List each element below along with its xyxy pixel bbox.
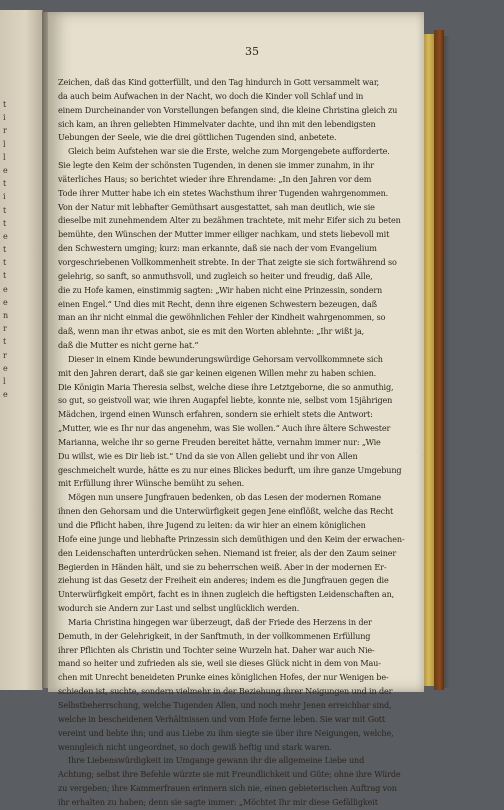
text-line: daß, wenn man ihr etwas anbot, sie es mit den Worten ablehnte: „Ihr wißt ja, [58, 326, 365, 337]
text-line: ihrer Pflichten als Christin und Tochter seine Wurzeln hat. Daher war auch Nie- [58, 644, 375, 655]
text-line: einen Engel.“ Und dies mit Recht, denn ihre eigenen Schwestern bezeugen, daß [58, 298, 377, 309]
text-line: mit Erfüllung ihrer Wünsche bemüht zu sehen. [58, 478, 245, 489]
text-line: chen mit Unrecht beneideten Prunke eines königlichen Hofes, der nur Wenigen be- [58, 672, 389, 683]
text-line: Ihre Liebenswürdigkeit im Umgange gewann ihr die allgemeine Liebe und [68, 755, 365, 766]
text-line: Von der Natur mit lebhafter Gemüthsart ausgestattet, sah man deutlich, wie sie [58, 201, 375, 212]
text-line: so gut, so geistvoll war, wie ihren Augapfel liebte, konnte nie, selbst vom 15jährigen [58, 395, 393, 406]
text-line: Die Königin Maria Theresia selbst, welche diese ihre Letztgeborne, die so anmuthig, [58, 381, 394, 392]
text-line: Du willst, wie es Dir lieb ist.“ Und da sie von Allen geliebt und ihr von Allen [58, 450, 358, 461]
text-line: einem Durcheinander von Vorstellungen befangen sind, die kleine Christina gleich zu [58, 104, 398, 115]
book-cover [434, 30, 444, 690]
page-number: 35 [245, 45, 259, 58]
text-line: Demuth, in der Gelehrigkeit, in der Sanftmuth, in der vollkommenen Erfüllung [58, 630, 371, 641]
left-page-margin-text [3, 98, 15, 401]
left-margin-letter: e [3, 284, 8, 294]
text-line: welche in bescheidenen Verhältnissen und vom Hofe ferne leben. Sie war mit Gott [58, 713, 385, 724]
text-line: väterliches Haus; so berichtet wieder ihre Ehrendame: „In den Jahren vor dem [58, 173, 372, 184]
text-line: vereint und liebte ihn; und aus Liebe zu ihm siegte sie über ihre Neigungen, welche, [58, 727, 394, 738]
text-line: ihr erhalten zu haben; denn sie sagte immer: „Möchtet Ihr mir diese Gefälligkeit [58, 796, 378, 807]
left-margin-letter: i [3, 192, 6, 202]
left-margin-letter: t [3, 258, 7, 268]
text-line: Marianna, welche ihr so gerne Freuden bereitet hätte, vernahm immer nur: „Wie [58, 436, 381, 447]
text-line: mit den Jahren derart, daß sie gar keinen eigenen Willen mehr zu haben schien. [58, 367, 377, 378]
text-line: Gleich beim Aufstehen war sie die Erste, welche zum Morgengebete aufforderte. [68, 146, 390, 157]
left-margin-letter: r [3, 126, 7, 136]
text-line: dieselbe mit zunehmendem Alter zu bezähmen trachtete, mit mehr Eifer sich zu beten [58, 215, 401, 226]
text-line: Maria Christina hingegen war überzeugt, daß der Friede des Herzens in der [68, 616, 372, 627]
text-line: vorgeschriebenen Vollkommenheit strebte. In der That zeigte sie sich fortwährend so [58, 256, 397, 267]
text-line: ihnen den Gehorsam und die Unterwürfigkeit gegen Jene einflößt, welche das Recht [58, 506, 394, 517]
text-line: Mädchen, irgend einen Wunsch erfahren, sondern sie erhielt stets die Antwort: [58, 409, 373, 420]
text-line: Zeichen, daß das Kind gotterfüllt, und den Tag hindurch in Gott versammelt war, [58, 77, 380, 87]
text-line: wodurch sie Andern zur Last und selbst unglücklich werden. [58, 603, 300, 614]
left-margin-letter: e [3, 165, 8, 175]
text-line: und die Pflicht haben, ihre Jugend zu leiten: da wir hier an einem königlichen [58, 520, 366, 530]
text-line: Dieser in einem Kinde bewunderungswürdige Gehorsam vervollkommnete sich [68, 353, 383, 364]
left-margin-letter: t [3, 218, 7, 228]
text-line: mand so heiter und zufrieden als sie, weil sie dieses Glück nicht in dem von Mau- [58, 658, 381, 669]
left-margin-letter: r [3, 350, 7, 360]
left-margin-letter: e [3, 390, 8, 400]
text-line: Achtung; selbst ihre Befehle würzte sie mit Freundlichkeit und Güte; ohne ihre Würde [58, 769, 401, 780]
left-margin-letter: i [3, 113, 6, 123]
left-margin-letter: t [3, 205, 7, 215]
text-line: gelehrig, so sanft, so anmuthsvoll, und zugleich so heiter und freudig, daß Alle, [58, 270, 373, 281]
left-margin-letter: e [3, 231, 8, 241]
text-line: man an ihr nicht einmal die gewöhnlichen Fehler der Kindheit wahrgenommen, so [58, 312, 386, 323]
text-line: geschmeichelt wurde, hätte es zu nur eines Blickes bedurft, um ihre ganze Umgebung [58, 464, 402, 475]
text-line: den Schwestern umging; kurz: man erkannte, daß sie nach der vom Evangelium [58, 243, 377, 254]
text-line: ziehung ist das Gesetz der Freiheit ein anderes; indem es die Jungfrauen gegen die [58, 575, 389, 586]
left-margin-letter: t [3, 179, 7, 189]
text-line: Sie legte den Keim der schönsten Tugenden, in denen sie immer zunahm, in ihr [58, 160, 374, 171]
left-margin-letter: r [3, 324, 7, 334]
text-line: sich kam, an ihren geliebten Himmelvater dachte, und ihn mit den lebendigsten [58, 118, 376, 129]
text-line: schieden ist, suchte, sondern vielmehr in der Beziehung ihrer Neigungen und in der [58, 686, 393, 697]
text-line: Mögen nun unsere Jungfrauen bedenken, ob das Lesen der modernen Romane [68, 492, 382, 503]
text-line: Hofe eine junge und liebhafte Prinzessin sich demüthigen und den Keim der erwachen- [58, 533, 405, 544]
text-line: bemühte, den Wünschen der Mutter immer eiliger nachkam, und stets liebevoll mit [58, 229, 390, 240]
text-line: die zu Hofe kamen, einstimmig sagten: „Wir haben nicht eine Prinzessin, sondern [58, 284, 383, 295]
text-line: Begierden in Händen hält, und sie zu beherrschen weiß. Aber in der modernen Er- [58, 561, 387, 572]
text-line: daß die Mutter es nicht gerne hat.“ [58, 340, 199, 351]
text-line: „Mutter, wie es Ihr nur das angenehm, was Sie wollen.“ Auch ihre ältere Schwester [58, 423, 391, 434]
text-line: Unterwürfigkeit empört, facht es in ihnen zugleich die heftigsten Leidenschaften an, [58, 589, 395, 600]
left-margin-letter: t [3, 100, 7, 109]
text-line: zu vergeben; ihre Kammerfrauen erinnern sich nie, einen gebieterischen Auftrag von [58, 783, 397, 794]
text-line: da auch beim Aufwachen in der Nacht, wo doch die Kinder voll Schlaf und in [58, 90, 364, 101]
left-margin-letter: n [3, 311, 9, 320]
left-margin-letter: e [3, 297, 8, 307]
book-cover-shadow [444, 36, 450, 688]
text-line: Uebungen der Seele, wie die drei göttlichen Tugenden sind, anbetete. [58, 132, 337, 143]
left-page-edge [0, 10, 43, 690]
left-margin-letter: e [3, 363, 8, 373]
left-margin-letter: t [3, 337, 7, 347]
body-text [58, 76, 430, 810]
text-line: wenngleich nicht ungeordnet, so doch gewiß heftig und stark waren. [58, 741, 332, 752]
left-margin-letter: l [3, 376, 6, 386]
text-line: Tode ihrer Mutter habe ich ein stetes Wachsthum ihrer Tugenden wahrgenommen. [58, 187, 389, 198]
left-margin-letter: t [3, 245, 7, 255]
text-line: den Leidenschaften unterdrücken sehen. Niemand ist freier, als der den Zaum seiner [58, 547, 397, 558]
left-margin-letter: l [3, 139, 6, 149]
left-margin-letter: t [3, 271, 7, 281]
left-margin-letter: l [3, 152, 6, 162]
text-line: Selbstbeherrschung, welche Tugenden Allen, und noch mehr Jenen erreichbar sind, [58, 699, 392, 710]
